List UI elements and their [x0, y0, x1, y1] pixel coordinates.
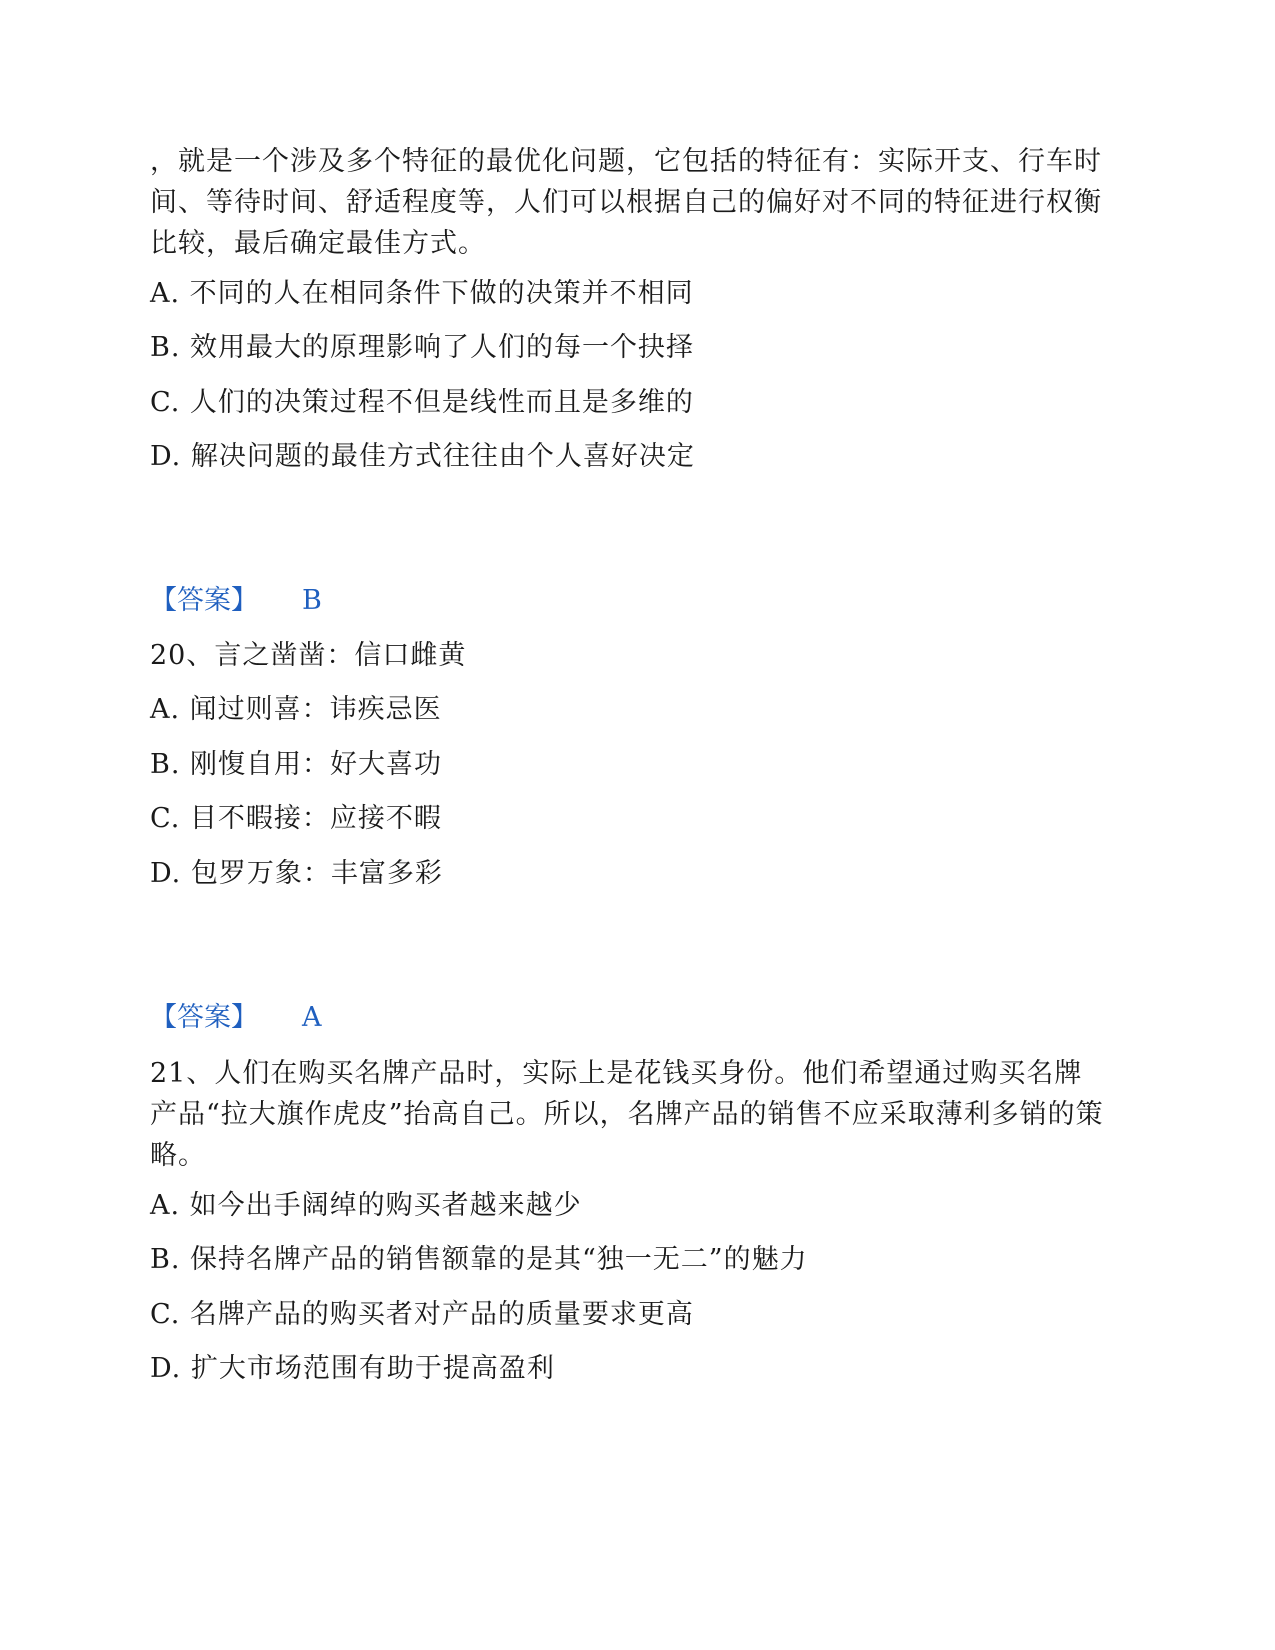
q19-option-d: D. 解决问题的最佳方式往往由个人喜好决定 [150, 441, 695, 472]
q19-option-a: A. 不同的人在相同条件下做的决策并不相同 [150, 278, 694, 309]
q21-option-d: D. 扩大市场范围有助于提高盈利 [150, 1353, 555, 1384]
q20-stem: 20、言之凿凿：信口雌黄 [150, 640, 467, 671]
q20-option-c: C. 目不暇接：应接不暇 [150, 803, 442, 834]
q21-stem: 21、人们在购买名牌产品时，实际上是花钱买身份。他们希望通过购买名牌产品“拉大旗作虎皮”抬高自己。所以，名牌产品的销售不应采取薄利多销的策略。 [150, 1058, 1104, 1171]
q19-answer [150, 581, 1110, 621]
q19-stem: ，就是一个涉及多个特征的最优化问题，它包括的特征有：实际开支、行车时间、等待时间、舒适程度等，人们可以根据自己的偏好对不同的特征进行权衡比较，最后确定最佳方式。 [150, 146, 1102, 259]
q19-option-b: B. 效用最大的原理影响了人们的每一个抉择 [150, 332, 695, 363]
answer-label: 【答案】 [150, 585, 258, 616]
answer-value: B [302, 585, 322, 616]
q21-option-b: B. 保持名牌产品的销售额靠的是其“独一无二”的魅力 [150, 1244, 808, 1275]
q20-option-d: D. 包罗万象：丰富多彩 [150, 858, 443, 889]
q20-option-a: A. 闻过则喜：讳疾忌医 [150, 694, 442, 725]
q21-option-a: A. 如今出手阔绰的购买者越来越少 [150, 1190, 582, 1221]
q20-option-b: B. 刚愎自用：好大喜功 [150, 749, 443, 780]
q21-option-c: C. 名牌产品的购买者对产品的质量要求更高 [150, 1299, 694, 1330]
answer-value: A [302, 1002, 322, 1033]
answer-label: 【答案】 [150, 1002, 258, 1033]
q20-answer [150, 998, 1110, 1038]
q19-option-c: C. 人们的决策过程不但是线性而且是多维的 [150, 387, 694, 418]
